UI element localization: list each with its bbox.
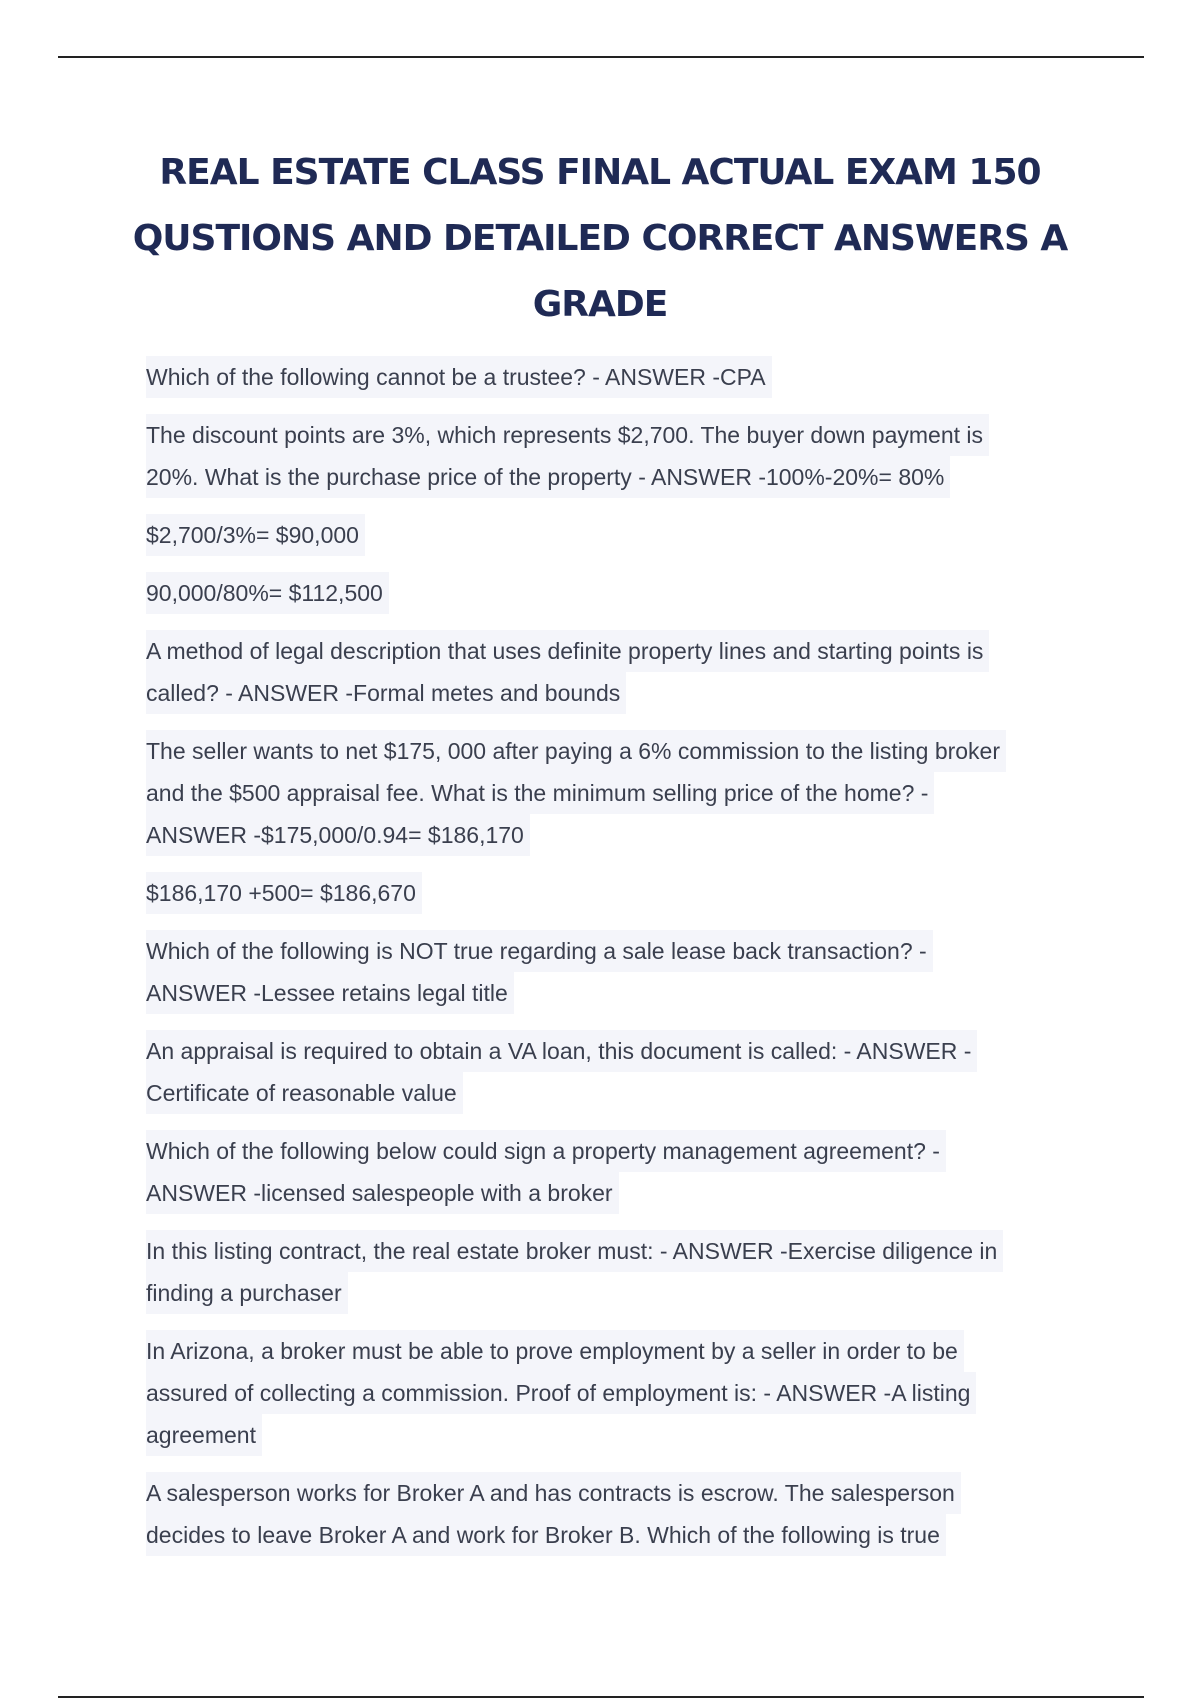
title-line: GRADE — [532, 284, 668, 325]
qa-item — [146, 1130, 1066, 1214]
qa-text-line: $2,700/3%= $90,000 — [146, 514, 365, 556]
qa-item — [146, 730, 1066, 856]
qa-text-line: assured of collecting a commission. Proof of employment is: - ANSWER -A listing — [146, 1372, 976, 1414]
qa-item — [146, 1030, 1066, 1114]
qa-text-line: ANSWER -$175,000/0.94= $186,170 — [146, 814, 530, 856]
qa-text-line: ANSWER -Lessee retains legal title — [146, 972, 514, 1014]
qa-text-line: A method of legal description that uses definite property lines and starting points is — [146, 630, 989, 672]
document-title — [110, 140, 1090, 338]
qa-text-line: In Arizona, a broker must be able to prove employment by a seller in order to be — [146, 1330, 964, 1372]
qa-text-line: Which of the following is NOT true regarding a sale lease back transaction? - — [146, 930, 933, 972]
qa-item — [146, 872, 1066, 914]
qa-item — [146, 1472, 1066, 1556]
qa-text-line: $186,170 +500= $186,670 — [146, 872, 422, 914]
qa-text-line: 20%. What is the purchase price of the property - ANSWER -100%-20%= 80% — [146, 456, 950, 498]
qa-text-line: Which of the following below could sign a property management agreement? - — [146, 1130, 946, 1172]
qa-text-line: called? - ANSWER -Formal metes and bounds — [146, 672, 626, 714]
qa-text-line: 90,000/80%= $112,500 — [146, 572, 389, 614]
top-divider — [58, 56, 1144, 58]
qa-item — [146, 514, 1066, 556]
qa-text-line: decides to leave Broker A and work for Broker B. Which of the following is true — [146, 1514, 946, 1556]
question-answer-list — [146, 356, 1066, 1572]
bottom-divider — [58, 1696, 1144, 1698]
qa-text-line: In this listing contract, the real estate broker must: - ANSWER -Exercise diligence in — [146, 1230, 1003, 1272]
qa-text-line: and the $500 appraisal fee. What is the minimum selling price of the home? - — [146, 772, 934, 814]
title-line: REAL ESTATE CLASS FINAL ACTUAL EXAM 150 — [159, 152, 1041, 193]
qa-text-line: Certificate of reasonable value — [146, 1072, 463, 1114]
qa-item — [146, 572, 1066, 614]
qa-text-line: Which of the following cannot be a trustee? - ANSWER -CPA — [146, 356, 772, 398]
qa-text-line: ANSWER -licensed salespeople with a broker — [146, 1172, 619, 1214]
qa-text-line: An appraisal is required to obtain a VA loan, this document is called: - ANSWER - — [146, 1030, 977, 1072]
qa-text-line: The seller wants to net $175, 000 after paying a 6% commission to the listing broker — [146, 730, 1006, 772]
title-line: QUSTIONS AND DETAILED CORRECT ANSWERS A — [132, 218, 1068, 259]
qa-item — [146, 630, 1066, 714]
qa-item — [146, 930, 1066, 1014]
qa-text-line: A salesperson works for Broker A and has contracts is escrow. The salesperson — [146, 1472, 961, 1514]
qa-item — [146, 1330, 1066, 1456]
qa-text-line: The discount points are 3%, which represents $2,700. The buyer down payment is — [146, 414, 989, 456]
qa-item — [146, 356, 1066, 398]
qa-item — [146, 414, 1066, 498]
qa-text-line: finding a purchaser — [146, 1272, 348, 1314]
qa-text-line: agreement — [146, 1414, 262, 1456]
qa-item — [146, 1230, 1066, 1314]
